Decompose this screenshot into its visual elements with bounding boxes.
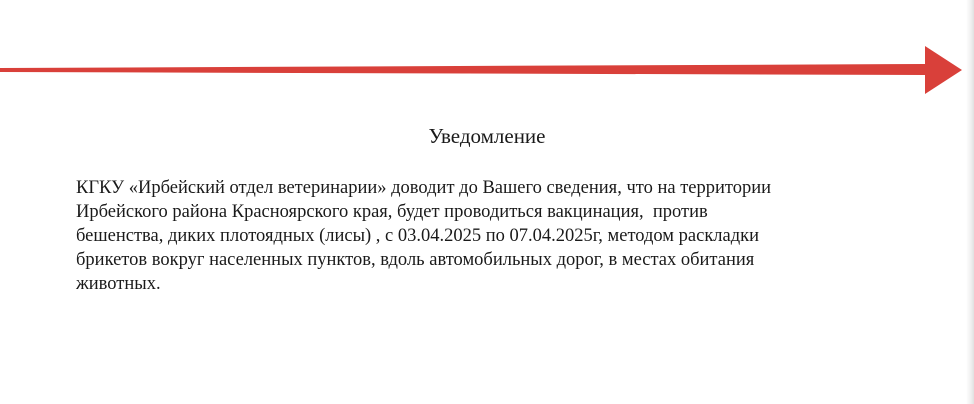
body-line: КГКУ «Ирбейский отдел ветеринарии» доводит до Вашего сведения, что на территории (76, 178, 772, 198)
notice-title: Уведомление (428, 124, 546, 148)
notice-body (76, 176, 896, 296)
body-line: животных. (76, 274, 161, 294)
body-line: брикетов вокруг населенных пунктов, вдоль автомобильных дорог, в местах обитания (76, 250, 755, 270)
red-arrow-icon (0, 38, 974, 102)
body-line: Ирбейского района Красноярского края, будет проводиться вакцинация, против (76, 202, 708, 222)
body-line: бешенства, диких плотоядных (лисы) , с 03.04.2025 по 07.04.2025г, методом раскладки (76, 226, 760, 246)
